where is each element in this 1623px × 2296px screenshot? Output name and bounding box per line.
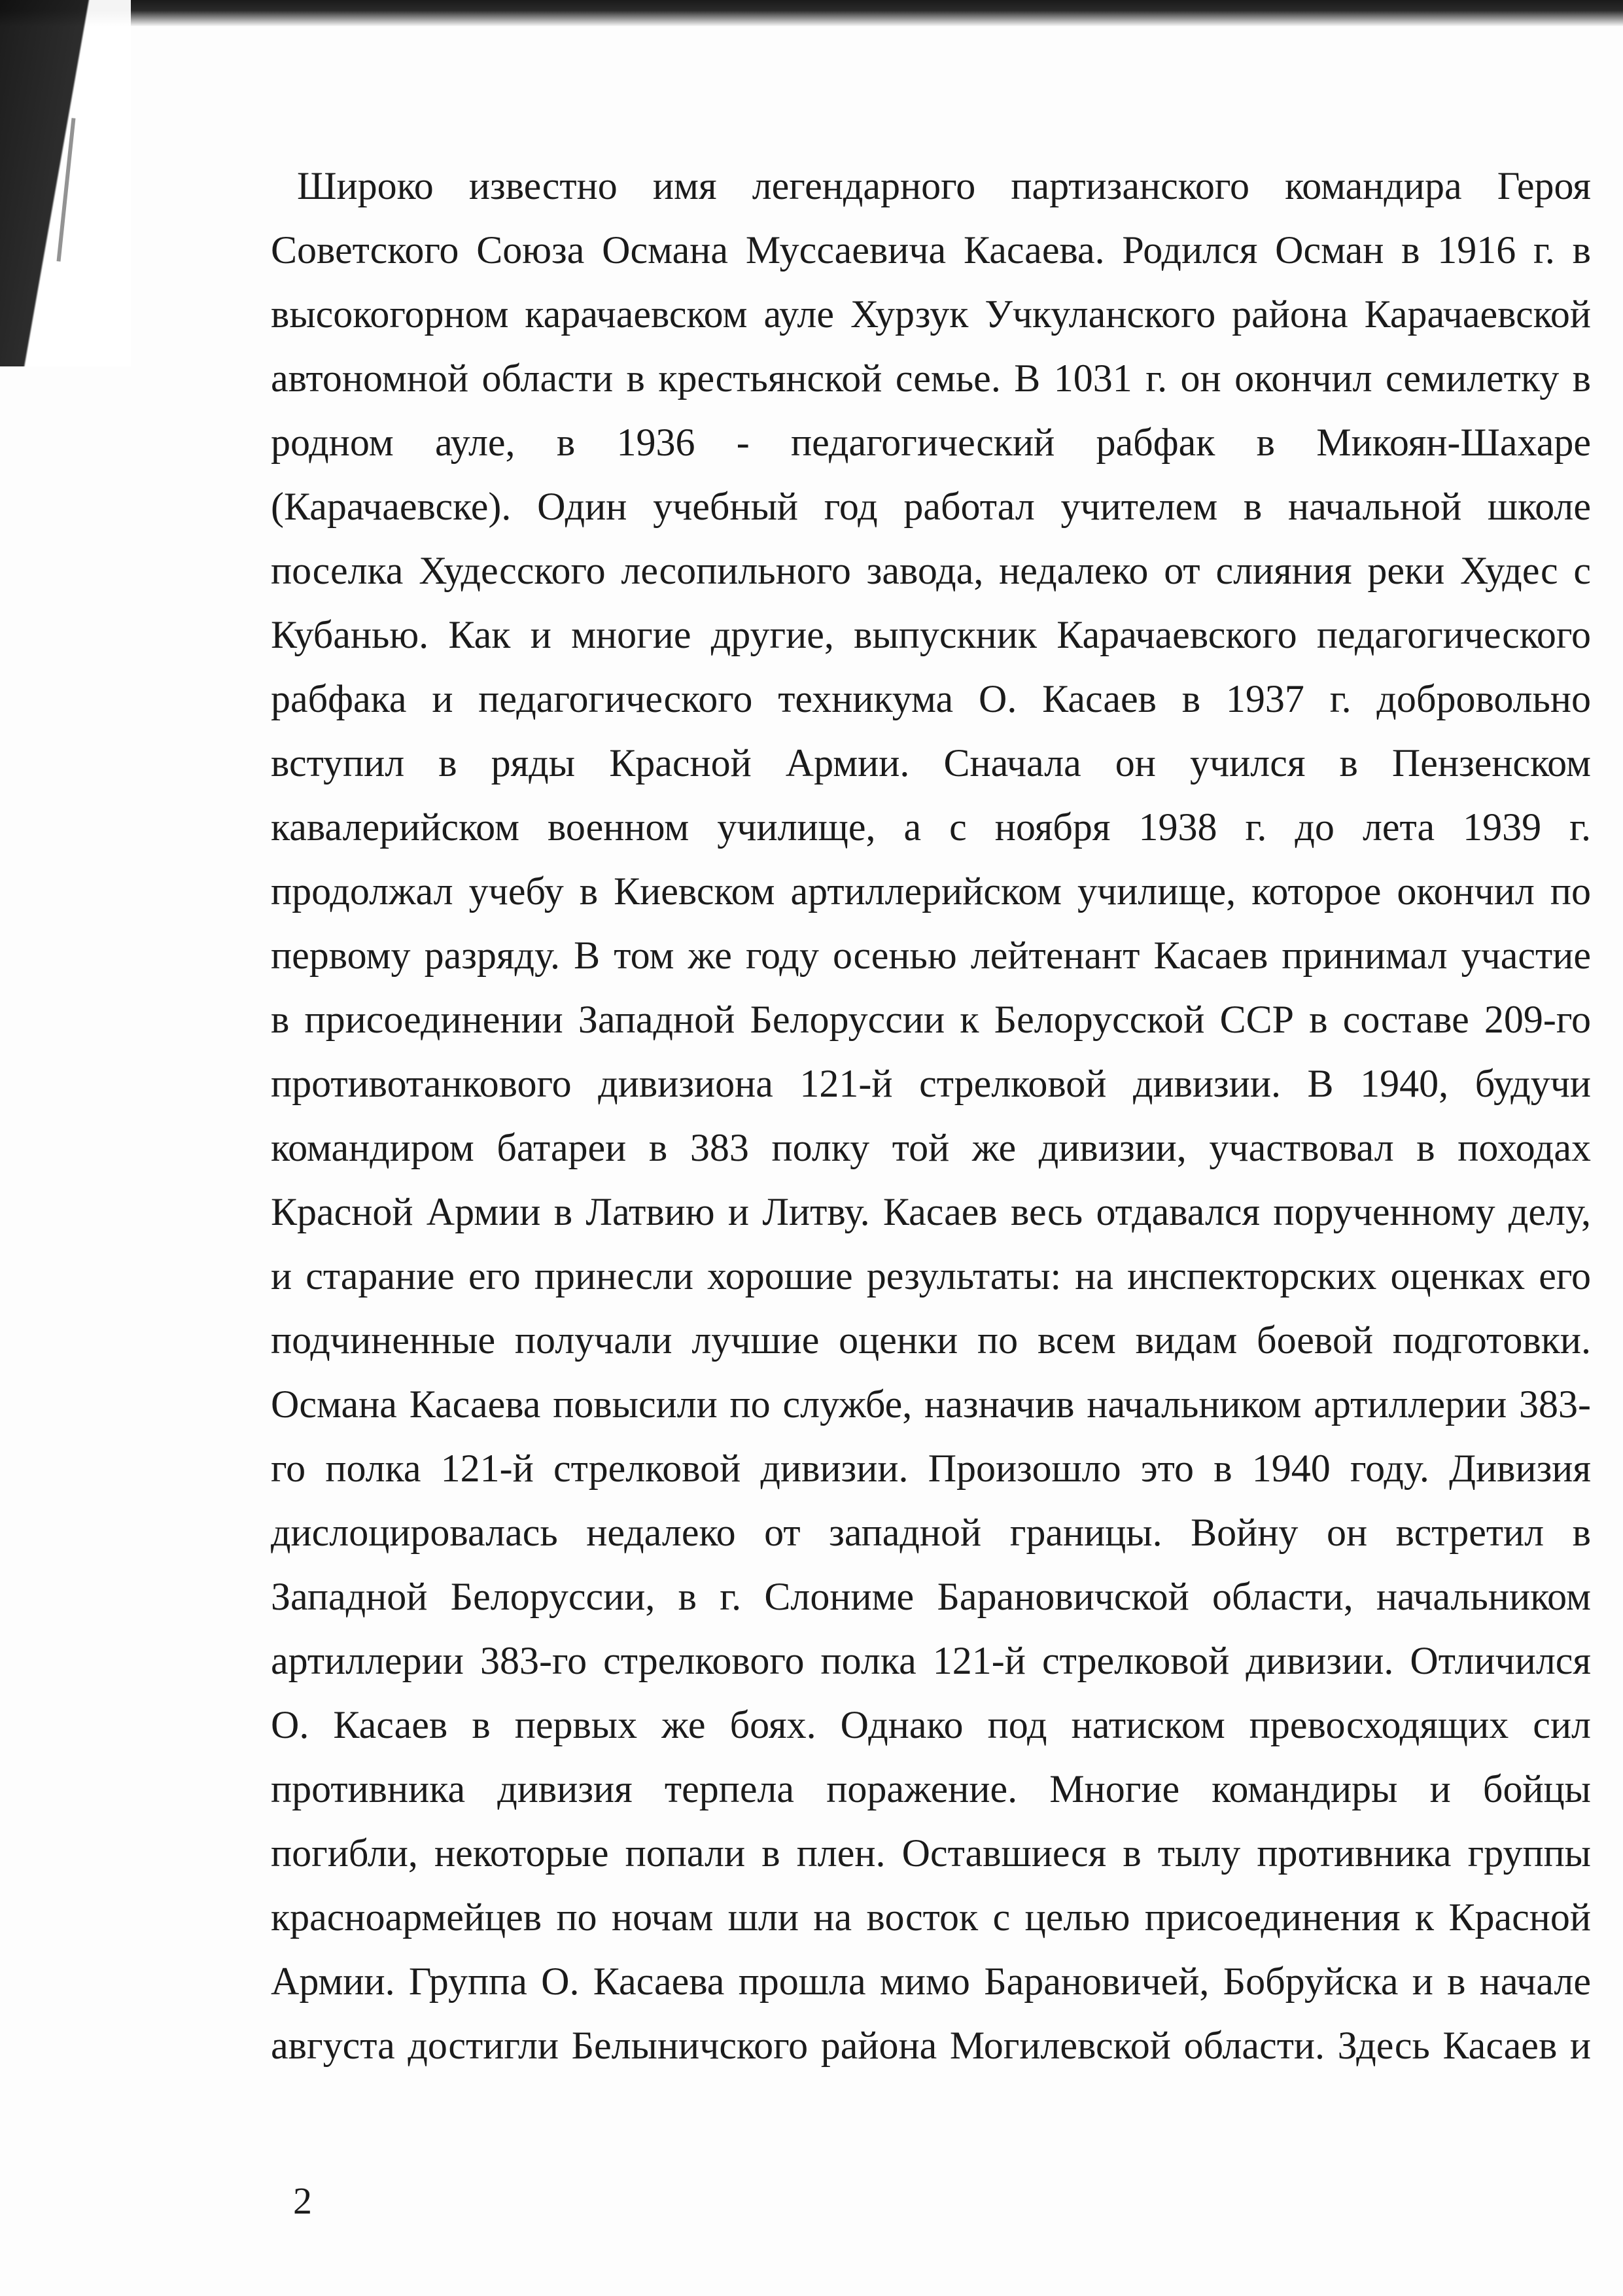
text-line: продолжал учебу в Киевском артиллерийском училище, которое окончил по bbox=[271, 870, 1591, 913]
text-line: Османа Касаева повысили по службе, назначив начальником артиллерии 383- bbox=[271, 1383, 1591, 1426]
text-line: Советского Союза Османа Муссаевича Касаева. Родился Осман в 1916 г. в bbox=[271, 228, 1591, 272]
text-line: рабфака и педагогического техникума О. Касаев в 1937 г. добровольно bbox=[271, 677, 1591, 720]
text-line: и старание его принесли хорошие результаты: на инспекторских оценках его bbox=[271, 1254, 1591, 1298]
text-line: го полка 121-й стрелковой дивизии. Произошло это в 1940 году. Дивизия bbox=[271, 1447, 1591, 1490]
text-line: родном ауле, в 1936 - педагогический рабфак в Микоян-Шахаре bbox=[271, 421, 1591, 464]
text-line: Кубанью. Как и многие другие, выпускник Карачаевского педагогического bbox=[271, 613, 1591, 656]
text-line: Широко известно имя легендарного партизанского командира Героя bbox=[297, 164, 1591, 207]
text-line: командиром батареи в 383 полку той же дивизии, участвовал в походах bbox=[271, 1126, 1591, 1169]
text-line: артиллерии 383-го стрелкового полка 121-й стрелковой дивизии. Отличился bbox=[271, 1639, 1591, 1682]
text-line: (Карачаевске). Один учебный год работал учителем в начальной школе bbox=[271, 485, 1591, 528]
text-line: поселка Худесского лесопильного завода, недалеко от слияния реки Худес с bbox=[271, 549, 1591, 592]
text-line: в присоединении Западной Белоруссии к Белорусской ССР в составе 209-го bbox=[271, 998, 1591, 1041]
text-line: противника дивизия терпела поражение. Многие командиры и бойцы bbox=[271, 1767, 1591, 1810]
text-line: Западной Белоруссии, в г. Слониме Барановичской области, начальником bbox=[271, 1575, 1591, 1618]
page-number: 2 bbox=[293, 2180, 312, 2222]
text-line: вступил в ряды Красной Армии. Сначала он учился в Пензенском bbox=[271, 741, 1591, 785]
text-line: погибли, некоторые попали в плен. Оставшиеся в тылу противника группы bbox=[271, 1831, 1591, 1875]
text-line: О. Касаев в первых же боях. Однако под натиском превосходящих сил bbox=[271, 1703, 1591, 1746]
text-line: высокогорном карачаевском ауле Хурзук Учкуланского района Карачаевской bbox=[271, 292, 1591, 336]
text-line: первому разряду. В том же году осенью лейтенант Касаев принимал участие bbox=[271, 934, 1591, 977]
text-line: противотанкового дивизиона 121-й стрелковой дивизии. В 1940, будучи bbox=[271, 1062, 1591, 1105]
scan-edge-top bbox=[0, 0, 1623, 26]
text-line: августа достигли Белыничского района Могилевской области. Здесь Касаев и bbox=[271, 2024, 1591, 2067]
text-line: Красной Армии в Латвию и Литву. Касаев весь отдавался порученному делу, bbox=[271, 1190, 1591, 1233]
text-line: кавалерийском военном училище, а с ноября 1938 г. до лета 1939 г. bbox=[271, 805, 1591, 849]
text-line: автономной области в крестьянской семье. В 1031 г. он окончил семилетку в bbox=[271, 357, 1591, 400]
text-line: красноармейцев по ночам шли на восток с целью присоединения к Красной bbox=[271, 1896, 1591, 1939]
text-line: Армии. Группа О. Касаева прошла мимо Барановичей, Бобруйска и в начале bbox=[271, 1960, 1591, 2003]
text-line: подчиненные получали лучшие оценки по всем видам боевой подготовки. bbox=[271, 1318, 1591, 1362]
body-text bbox=[271, 154, 1591, 2077]
text-line: дислоцировалась недалеко от западной границы. Войну он встретил в bbox=[271, 1511, 1591, 1554]
